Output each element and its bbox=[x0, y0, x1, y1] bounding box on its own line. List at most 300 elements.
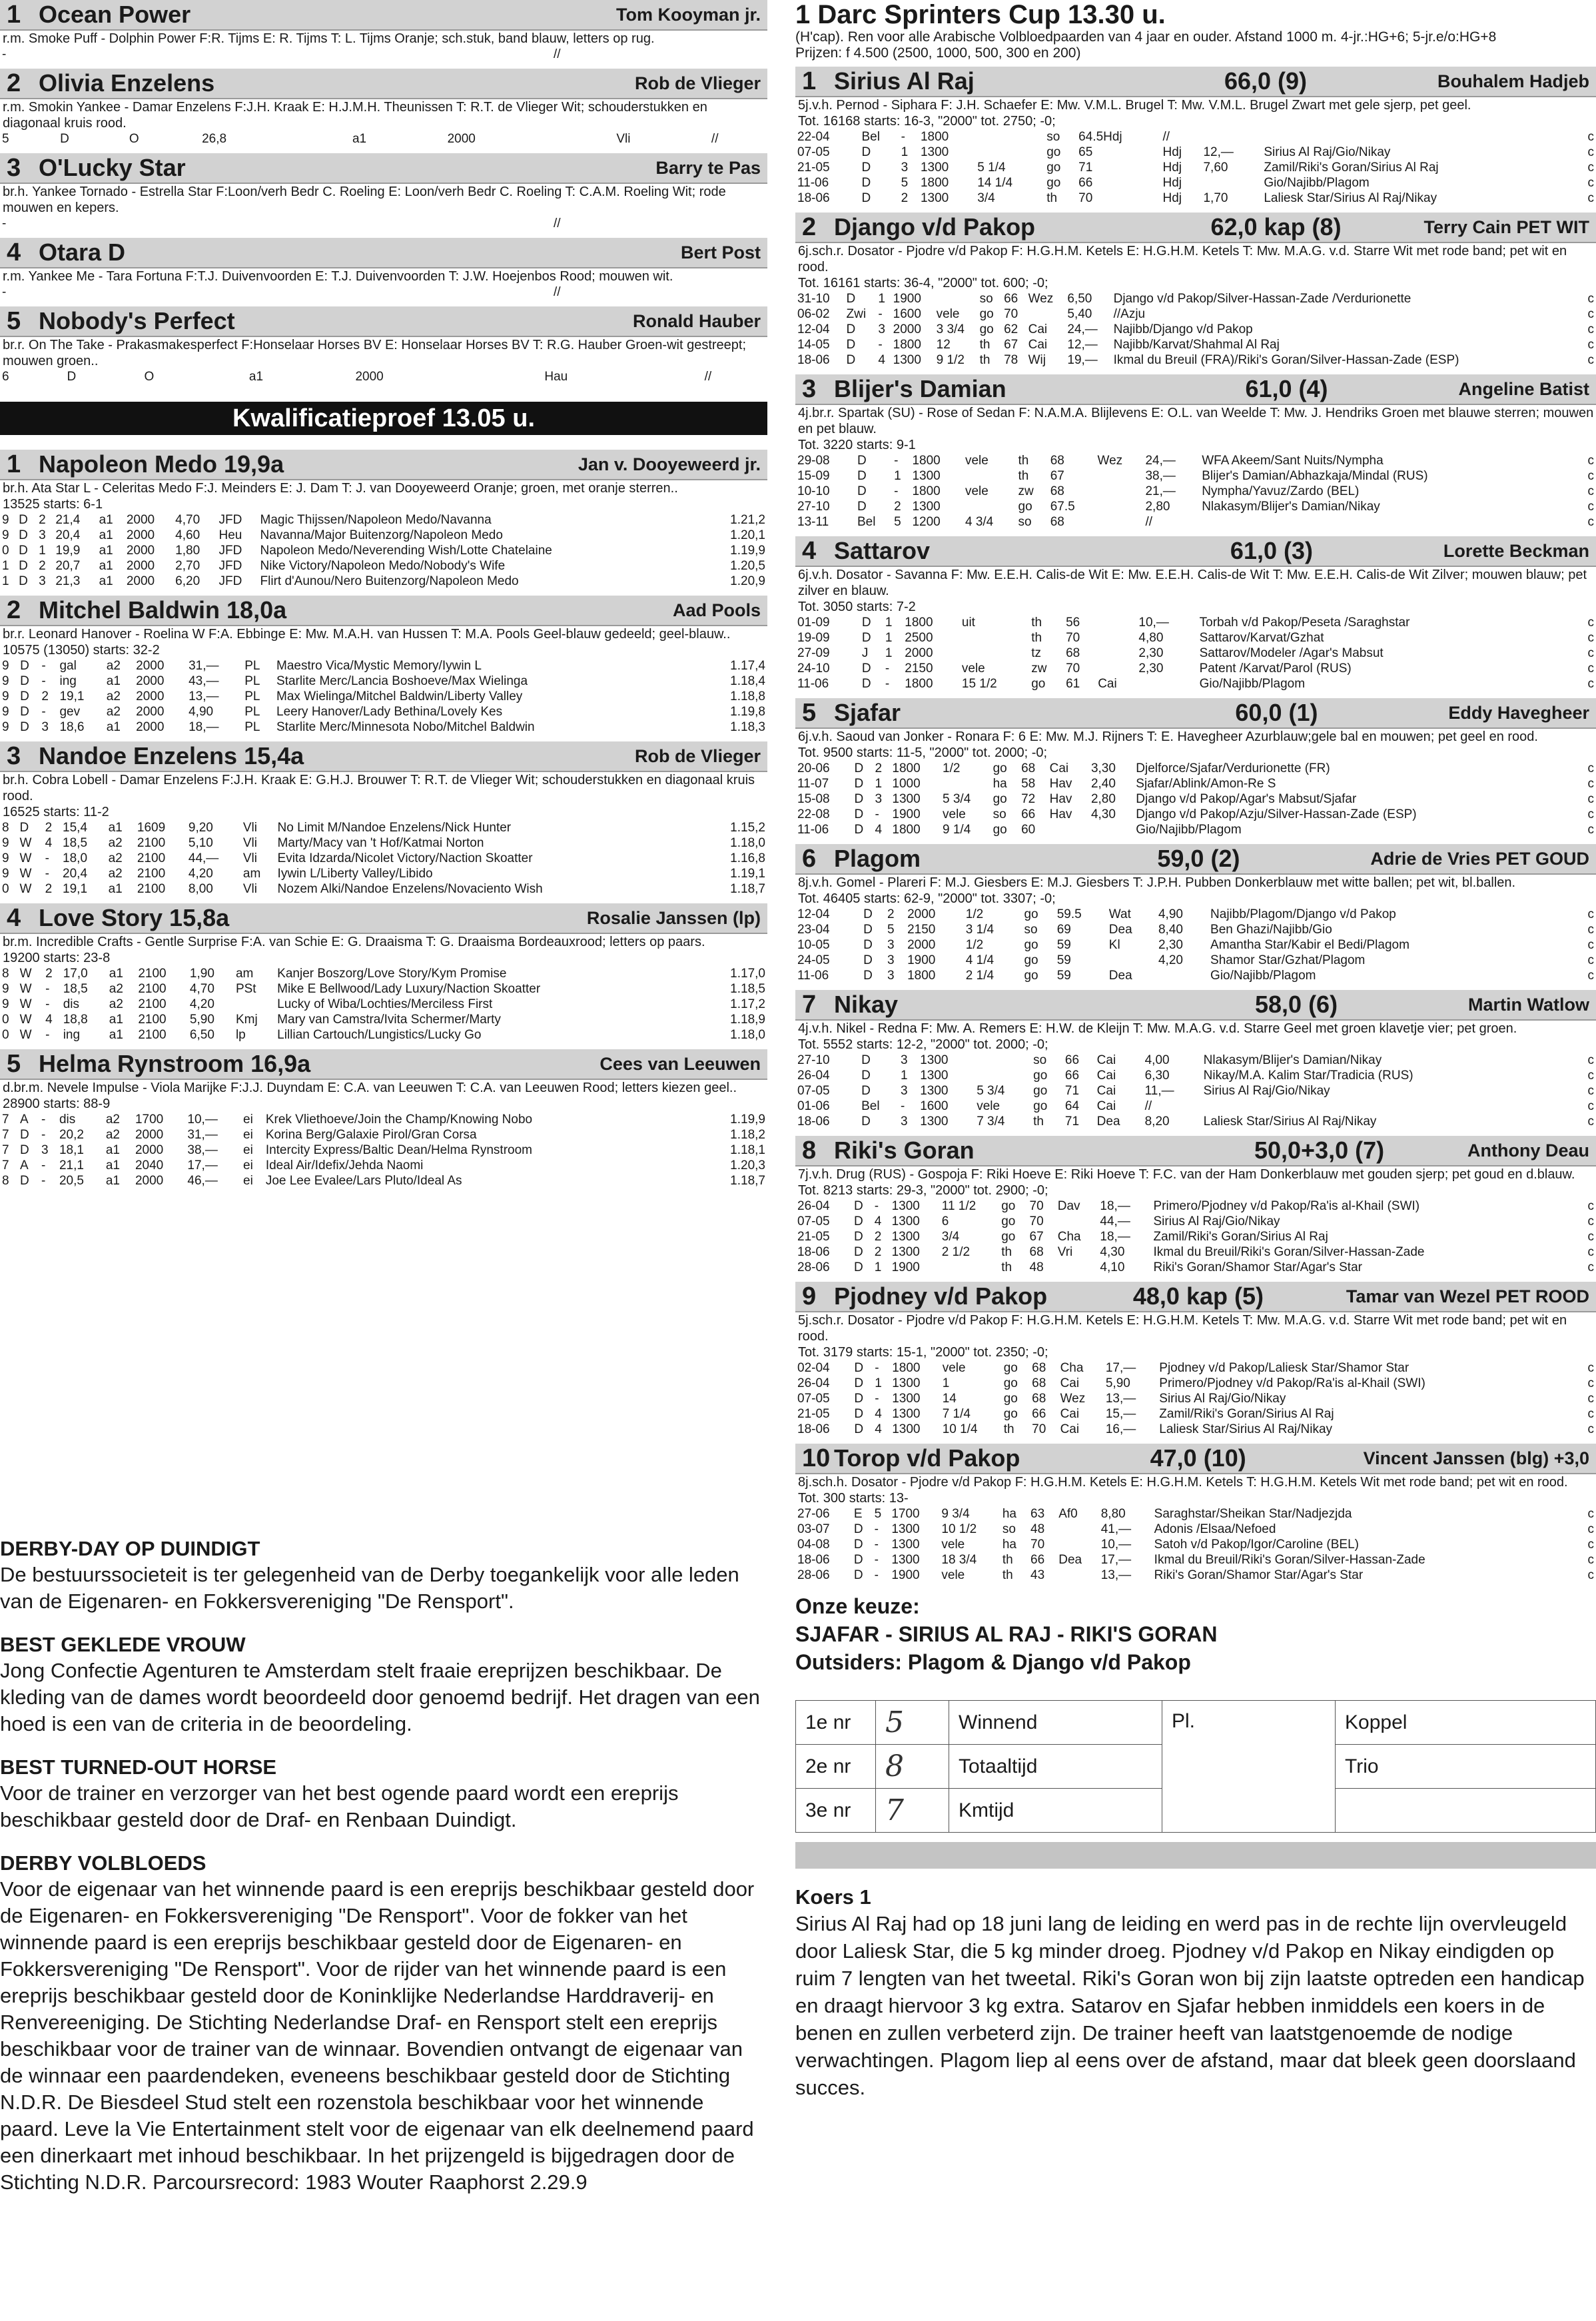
table-cell: 1700 bbox=[891, 1507, 920, 1521]
table-cell: 48 bbox=[1029, 1260, 1044, 1274]
table-cell: - bbox=[894, 484, 899, 498]
table-cell: c bbox=[1587, 1392, 1594, 1406]
jockey-name: Rosalie Janssen (lp) bbox=[586, 907, 761, 928]
table-cell: a1 bbox=[108, 882, 123, 896]
table-row bbox=[795, 514, 1596, 530]
table-cell: 27-09 bbox=[797, 646, 830, 660]
table-cell: - bbox=[878, 338, 883, 352]
table-row bbox=[0, 674, 767, 689]
table-cell: 9 bbox=[2, 690, 9, 703]
table-cell bbox=[1136, 676, 1197, 692]
table-cell: 7,60 bbox=[1203, 161, 1228, 175]
table-cell: 1900 bbox=[892, 807, 921, 821]
table-cell: PL bbox=[244, 690, 260, 703]
table-cell: Ikmal du Breuil/Riki's Goran/Silver-Hassan-Zade bbox=[1154, 1553, 1425, 1567]
horse-name: Sattarov bbox=[834, 537, 931, 564]
table-cell: 18,— bbox=[189, 720, 219, 734]
table-row bbox=[0, 851, 767, 866]
table-cell: // bbox=[1144, 1099, 1152, 1113]
table-cell: 1 bbox=[901, 145, 909, 159]
table-cell: D bbox=[861, 1084, 871, 1098]
table-cell: 43 bbox=[1030, 1568, 1045, 1582]
handwritten-number[interactable]: 5 bbox=[876, 1701, 949, 1745]
table-cell: 2000 bbox=[136, 674, 165, 688]
table-cell: Gio/Najibb/Plagom bbox=[1264, 176, 1370, 190]
table-cell: 9,20 bbox=[188, 821, 213, 835]
horse-entry bbox=[0, 596, 767, 735]
table-cell: 17,— bbox=[187, 1159, 218, 1172]
entry-number: 7 bbox=[802, 990, 817, 1019]
table-cell: Ikmal du Breuil/Riki's Goran/Silver-Hassan-Zade bbox=[1153, 1245, 1425, 1259]
horse-name: Sirius Al Raj bbox=[834, 67, 975, 95]
table-row bbox=[0, 689, 767, 704]
table-cell: 2 bbox=[41, 690, 49, 703]
entry-header bbox=[795, 844, 1596, 875]
table-cell: zw bbox=[1031, 662, 1047, 676]
table-cell: ei bbox=[243, 1113, 253, 1127]
table-cell: 67 bbox=[1004, 338, 1018, 352]
table-cell: Bel bbox=[857, 515, 876, 529]
table-cell: 38,— bbox=[187, 1143, 218, 1157]
table-cell: so bbox=[979, 292, 993, 306]
table-cell: Cai bbox=[1096, 1099, 1116, 1113]
pedigree-info: 6j.sch.r. Dosator - Pjodre v/d Pakop F: H.G.H.M. Ketels E: H.G.H.M. Ketels T: Mw. M.A.G. v.d. Starre Wit met rode band; pet wit en rood. bbox=[798, 244, 1567, 274]
table-cell: 15,— bbox=[1105, 1407, 1136, 1421]
table-cell: 4 bbox=[878, 353, 885, 367]
qualification-entries bbox=[0, 450, 767, 1188]
table-cell: - bbox=[875, 1392, 879, 1406]
table-cell: 1.19,9 bbox=[730, 544, 765, 558]
table-row bbox=[0, 1127, 767, 1143]
horse-name: Napoleon Medo 19,9a bbox=[39, 450, 284, 478]
table-cell: a2 bbox=[106, 690, 121, 703]
table-cell: 2150 bbox=[905, 662, 933, 676]
table-cell: 20,7 bbox=[55, 559, 81, 573]
table-cell: 2,30 bbox=[1138, 646, 1164, 660]
table-cell: Flirt d'Aunou/Nero Buitenzorg/Napoleon Medo bbox=[260, 574, 519, 588]
table-cell: 9 bbox=[2, 851, 9, 865]
table-cell: 1/2 bbox=[943, 761, 961, 775]
table-cell: 65 bbox=[1078, 145, 1093, 159]
table-cell: 07-05 bbox=[797, 145, 830, 159]
table-cell: c bbox=[1587, 1115, 1594, 1129]
table-row bbox=[795, 1568, 1596, 1583]
table-cell: c bbox=[1587, 823, 1594, 837]
race-conditions: (H'cap). Ren voor alle Arabische Volbloedpaarden van 4 jaar en ouder. Afstand 1000 m. 4-jr.:HG+6; 5-jr.e/o:HG+8 bbox=[795, 29, 1497, 45]
table-cell: D bbox=[854, 1214, 863, 1228]
koppel-box[interactable]: Koppel bbox=[1336, 1701, 1596, 1745]
table-cell: W bbox=[19, 882, 32, 896]
table-cell: Gio/Najibb/Plagom bbox=[1199, 677, 1306, 691]
table-cell: gev bbox=[59, 705, 81, 719]
table-cell: Wez bbox=[1060, 1392, 1086, 1406]
table-cell: - bbox=[901, 1099, 905, 1113]
table-cell: 18-06 bbox=[797, 1553, 830, 1567]
table-cell bbox=[474, 216, 552, 231]
table-cell: 78 bbox=[1004, 353, 1018, 367]
table-cell: 18-06 bbox=[797, 1115, 830, 1129]
table-row bbox=[795, 1198, 1596, 1214]
table-cell: 3 bbox=[41, 720, 49, 734]
table-cell: 16,— bbox=[1105, 1422, 1136, 1436]
table-row bbox=[0, 131, 767, 147]
table-cell: a1 bbox=[99, 528, 113, 542]
table-cell: Ben Ghazi/Najibb/Gio bbox=[1210, 923, 1332, 937]
table-cell: 2,80 bbox=[1090, 792, 1116, 806]
table-row bbox=[0, 574, 767, 589]
table-cell: 1 bbox=[885, 616, 893, 630]
jockey-name: Jan v. Dooyeweerd jr. bbox=[578, 454, 761, 474]
table-cell: 18,5 bbox=[63, 982, 88, 996]
entry-header bbox=[0, 1049, 767, 1080]
entry-number: 2 bbox=[802, 213, 817, 241]
table-cell: Shamor Star/Gzhat/Plagom bbox=[1210, 953, 1366, 967]
table-cell: 20,5 bbox=[59, 1174, 84, 1188]
table-cell: Sirius Al Raj/Gio/Nikay bbox=[1203, 1084, 1330, 1098]
table-cell bbox=[224, 369, 247, 384]
table-cell: 7 bbox=[2, 1128, 9, 1142]
earnings-summary: Tot. 3179 starts: 15-1, "2000" tot. 2350; -0; bbox=[798, 1345, 1048, 1360]
form-table bbox=[0, 284, 767, 300]
horse-entry bbox=[0, 238, 767, 300]
table-cell: 24-10 bbox=[797, 662, 830, 676]
table-cell: Zamil/Riki's Goran/Sirius Al Raj bbox=[1159, 1407, 1334, 1421]
table-cell: 19,— bbox=[1067, 353, 1098, 367]
table-cell: Dea bbox=[1096, 1115, 1120, 1129]
table-cell: c bbox=[1587, 1553, 1594, 1567]
pedigree-info: 8j.sch.h. Dosator - Pjodre v/d Pakop F: H.G.H.M. Ketels E: H.G.H.M. Ketels T: H.G.H.M. Ketels Wit met rode band; pet wit en rood. bbox=[798, 1475, 1568, 1490]
table-cell: 1300 bbox=[920, 1115, 949, 1129]
horse-name: Helma Rynstroom 16,9a bbox=[39, 1050, 311, 1077]
table-cell: 12-04 bbox=[797, 907, 830, 921]
table-cell: a1 bbox=[109, 1013, 123, 1027]
place-box[interactable]: Pl. bbox=[1162, 1701, 1336, 1833]
table-cell: D bbox=[857, 454, 867, 468]
table-cell: 9 bbox=[2, 528, 9, 542]
table-cell: 0 bbox=[2, 882, 9, 896]
horse-name: Django v/d Pakop bbox=[834, 213, 1036, 240]
table-row bbox=[795, 807, 1596, 822]
table-cell: Cai bbox=[1028, 322, 1048, 336]
handwritten-number[interactable]: 8 bbox=[876, 1745, 949, 1789]
table-cell: 1609 bbox=[137, 821, 166, 835]
table-cell: Hav bbox=[1049, 792, 1072, 806]
form-table bbox=[795, 291, 1596, 368]
table-cell: - bbox=[41, 659, 46, 673]
table-cell: Django v/d Pakop/Azju/Silver-Hassan-Zade (ESP) bbox=[1136, 807, 1417, 821]
table-cell: Gio/Najibb/Plagom bbox=[1210, 969, 1316, 983]
table-cell: 66 bbox=[1004, 292, 1018, 306]
form-table bbox=[0, 369, 767, 384]
table-row bbox=[795, 484, 1596, 499]
table-cell: D bbox=[857, 484, 867, 498]
table-cell: 1300 bbox=[891, 1214, 920, 1228]
table-cell: Primero/Pjodney v/d Pakop/Ra'is al-Khail (SWI) bbox=[1153, 1199, 1420, 1213]
table-cell: 18 3/4 bbox=[941, 1553, 977, 1567]
jockey-name: Angeline Batist bbox=[1458, 378, 1589, 399]
table-cell: 21-05 bbox=[797, 1230, 830, 1244]
table-cell: 5 3/4 bbox=[977, 1084, 1005, 1098]
table-cell: W bbox=[19, 967, 32, 981]
table-cell: 8,80 bbox=[1100, 1507, 1126, 1521]
table-cell: 59 bbox=[1056, 969, 1071, 983]
table-cell: Evita Idzarda/Nicolet Victory/Naction Skoatter bbox=[277, 851, 533, 865]
entry-header bbox=[0, 903, 767, 934]
table-cell: Bel bbox=[861, 130, 880, 144]
table-cell: Kl bbox=[1108, 938, 1120, 952]
empty-box[interactable] bbox=[1336, 1789, 1596, 1833]
table-cell: 1.18,7 bbox=[730, 1174, 765, 1188]
table-cell: 2 bbox=[894, 500, 901, 514]
table-row bbox=[0, 866, 767, 881]
table-cell: 4 bbox=[45, 1013, 53, 1027]
table-cell: - bbox=[45, 867, 49, 881]
jockey-name: Ronald Hauber bbox=[632, 310, 761, 331]
table-cell bbox=[975, 129, 1044, 145]
table-cell: Cai bbox=[1060, 1422, 1080, 1436]
table-cell: 46,— bbox=[187, 1174, 218, 1188]
form-table bbox=[0, 1112, 767, 1188]
table-cell: c bbox=[1587, 907, 1594, 921]
table-cell: 26-04 bbox=[797, 1376, 830, 1390]
table-cell: 71 bbox=[1078, 161, 1093, 175]
table-cell: 26-04 bbox=[797, 1069, 830, 1083]
table-cell: ei bbox=[243, 1128, 253, 1142]
table-cell: 2000 bbox=[905, 646, 933, 660]
form-table bbox=[0, 131, 767, 147]
horse-name: Nandoe Enzelens 15,4a bbox=[39, 742, 304, 769]
table-cell: c bbox=[1587, 1199, 1594, 1213]
table-cell: 15-09 bbox=[797, 469, 830, 483]
pedigree-info: d.br.m. Nevele Impulse - Viola Marijke F:J.J. Duyndam E: C.A. van Leeuwen T: C.A. van Leeuwen Rood; letters kiezen geel.. bbox=[3, 1081, 737, 1095]
table-cell: 0 bbox=[2, 1028, 9, 1042]
handicap-weight: 48,0 kap (5) bbox=[1132, 1282, 1264, 1310]
pos-label: 3e nr bbox=[796, 1789, 876, 1833]
table-cell: // bbox=[704, 370, 712, 384]
form-table bbox=[0, 216, 767, 231]
jockey-name: Lorette Beckman bbox=[1443, 540, 1589, 561]
table-cell: so bbox=[1046, 130, 1060, 144]
table-cell: ing bbox=[59, 674, 77, 688]
table-cell: Laliesk Star/Sirius Al Raj/Nikay bbox=[1203, 1115, 1377, 1129]
table-cell: 24,— bbox=[1067, 322, 1098, 336]
table-cell: 68 bbox=[1050, 454, 1064, 468]
table-cell: 21,3 bbox=[55, 574, 81, 588]
table-cell: 2100 bbox=[138, 1013, 167, 1027]
table-row bbox=[795, 1053, 1596, 1068]
table-cell: 2000 bbox=[126, 574, 155, 588]
table-cell: D bbox=[861, 145, 871, 159]
table-cell: 66 bbox=[1030, 1553, 1045, 1567]
table-row bbox=[795, 175, 1596, 191]
table-row bbox=[795, 676, 1596, 692]
table-row bbox=[795, 791, 1596, 807]
table-cell: 3 bbox=[875, 792, 883, 806]
table-cell: 1 bbox=[878, 292, 885, 306]
entry-header bbox=[795, 536, 1596, 567]
table-cell: 6,20 bbox=[175, 574, 200, 588]
table-cell: Sirius Al Raj/Gio/Nikay bbox=[1159, 1392, 1286, 1406]
table-cell: W bbox=[19, 851, 32, 865]
table-cell: 1.17,4 bbox=[730, 659, 765, 673]
table-cell bbox=[1089, 822, 1134, 837]
table-cell: 66 bbox=[1064, 1069, 1080, 1083]
form-table bbox=[795, 1360, 1596, 1437]
table-cell: 20,2 bbox=[59, 1128, 84, 1142]
table-cell: 5 bbox=[901, 176, 909, 190]
table-cell: c bbox=[1587, 923, 1594, 937]
table-cell: c bbox=[1587, 1422, 1594, 1436]
table-cell: 9 bbox=[2, 705, 9, 719]
table-cell: so bbox=[1024, 923, 1038, 937]
table-cell: D bbox=[853, 1538, 863, 1552]
table-cell: Hau bbox=[544, 370, 568, 384]
table-cell: vele bbox=[943, 807, 966, 821]
table-cell: Vri bbox=[1057, 1245, 1073, 1259]
table-cell: 70 bbox=[1029, 1214, 1044, 1228]
table-cell: 14 1/4 bbox=[977, 176, 1013, 190]
table-cell: - bbox=[2, 285, 7, 299]
trio-box[interactable]: Trio bbox=[1336, 1745, 1596, 1789]
table-cell: 17,— bbox=[1100, 1553, 1132, 1567]
table-cell: 1800 bbox=[920, 130, 949, 144]
table-cell: 3/4 bbox=[977, 191, 995, 205]
horse-name: Ocean Power bbox=[39, 1, 191, 28]
table-cell: 2,80 bbox=[1145, 500, 1170, 514]
table-cell: 2000 bbox=[907, 938, 936, 952]
horse-entry bbox=[795, 536, 1596, 692]
table-cell: Cai bbox=[1060, 1376, 1080, 1390]
table-cell: 1.18,3 bbox=[730, 720, 765, 734]
horse-name: Nikay bbox=[834, 991, 899, 1018]
table-row bbox=[795, 1391, 1596, 1406]
entry-number: 5 bbox=[7, 306, 21, 335]
table-cell: Joe Lee Evalee/Lars Pluto/Ideal As bbox=[265, 1174, 462, 1188]
table-cell: 66 bbox=[1064, 1053, 1080, 1067]
table-cell: 18,8 bbox=[63, 1013, 88, 1027]
entry-number: 2 bbox=[7, 69, 21, 97]
table-cell: 2000 bbox=[126, 559, 155, 573]
table-cell: 01-09 bbox=[797, 616, 830, 630]
table-cell: JFD bbox=[218, 513, 242, 527]
table-cell: Leery Hanover/Lady Bethina/Lovely Kes bbox=[276, 705, 503, 719]
handwritten-number[interactable]: 7 bbox=[876, 1789, 949, 1833]
entry-header bbox=[0, 0, 767, 31]
table-cell: go bbox=[1031, 677, 1046, 691]
entry-header bbox=[0, 741, 767, 772]
horse-name: Mitchel Baldwin 18,0a bbox=[39, 596, 287, 624]
table-cell: 1300 bbox=[892, 792, 921, 806]
horse-name: Torop v/d Pakop bbox=[834, 1444, 1020, 1472]
horse-entry bbox=[795, 1136, 1596, 1275]
table-row bbox=[0, 1173, 767, 1188]
table-cell: dis bbox=[59, 1113, 76, 1127]
article-heading: BEST GEKLEDE VROUW bbox=[0, 1633, 246, 1656]
left-column bbox=[0, 0, 767, 2194]
table-cell: 14-05 bbox=[797, 338, 830, 352]
table-cell: 38,— bbox=[1145, 469, 1176, 483]
race-commentary bbox=[795, 1885, 1596, 2101]
table-cell: D bbox=[854, 1407, 864, 1421]
table-row bbox=[0, 820, 767, 835]
table-row bbox=[795, 1114, 1596, 1129]
jockey-name: Barry te Pas bbox=[655, 157, 761, 178]
table-cell: 9 bbox=[2, 659, 9, 673]
entry-header bbox=[795, 990, 1596, 1021]
table-cell bbox=[317, 47, 395, 62]
table-cell: D bbox=[857, 500, 867, 514]
table-cell: Cai bbox=[1096, 1053, 1116, 1067]
table-cell: 5 3/4 bbox=[943, 792, 971, 806]
table-cell: th bbox=[979, 353, 991, 367]
table-cell: th bbox=[1033, 1115, 1044, 1129]
table-row bbox=[0, 881, 767, 897]
table-cell: Sirius Al Raj/Gio/Nikay bbox=[1153, 1214, 1280, 1228]
table-cell bbox=[474, 47, 552, 62]
table-cell: 9 1/4 bbox=[943, 823, 971, 837]
table-cell: Satoh v/d Pakop/Igor/Caroline (BEL) bbox=[1154, 1538, 1360, 1552]
table-cell: a2 bbox=[108, 836, 123, 850]
horse-entry bbox=[795, 844, 1596, 983]
table-cell: go bbox=[1033, 1084, 1048, 1098]
table-cell: 2,30 bbox=[1138, 662, 1164, 676]
table-cell: 2040 bbox=[135, 1159, 164, 1172]
table-cell: A bbox=[19, 1159, 29, 1172]
table-cell: 5,90 bbox=[1105, 1376, 1130, 1390]
table-cell: E bbox=[853, 1507, 863, 1521]
table-cell bbox=[161, 47, 238, 62]
table-cell: c bbox=[1587, 1407, 1594, 1421]
table-cell: 3 bbox=[887, 969, 895, 983]
table-cell bbox=[1056, 1568, 1099, 1583]
table-cell: D bbox=[19, 1143, 29, 1157]
table-cell: a2 bbox=[109, 982, 123, 996]
table-cell: 10 1/2 bbox=[941, 1522, 977, 1536]
table-cell bbox=[1262, 129, 1577, 145]
table-cell bbox=[1096, 484, 1144, 499]
horse-entry bbox=[0, 903, 767, 1043]
table-cell: 2,70 bbox=[175, 559, 200, 573]
entry-header bbox=[0, 450, 767, 480]
jockey-name: Tamar van Wezel PET ROOD bbox=[1346, 1286, 1589, 1306]
horse-name: Sjafar bbox=[834, 699, 901, 726]
table-cell: c bbox=[1587, 322, 1594, 336]
table-cell: Vli bbox=[242, 882, 257, 896]
table-cell: Cai bbox=[1060, 1407, 1080, 1421]
article-paragraph: De bestuurssocieteit is ter gelegenheid van de Derby toegankelijk voor alle leden van de Eigenaren- en Fokkersvereniging "De Rensport". bbox=[0, 1563, 739, 1613]
table-row bbox=[0, 997, 767, 1012]
table-cell: D bbox=[19, 1174, 29, 1188]
horse-name: Riki's Goran bbox=[834, 1137, 975, 1164]
form-table bbox=[795, 1506, 1596, 1583]
table-cell: No Limit M/Nandoe Enzelens/Nick Hunter bbox=[277, 821, 512, 835]
table-cell: 2000 bbox=[126, 513, 155, 527]
table-cell: th bbox=[1002, 1568, 1013, 1582]
table-cell: th bbox=[1018, 454, 1029, 468]
table-cell bbox=[941, 776, 991, 791]
table-cell: 9 bbox=[2, 720, 9, 734]
table-row bbox=[0, 284, 767, 300]
table-cell: 1,70 bbox=[1203, 191, 1228, 205]
table-cell: Django v/d Pakop/Agar's Mabsut/Sjafar bbox=[1136, 792, 1357, 806]
table-cell: 13,— bbox=[189, 690, 219, 703]
table-row bbox=[0, 1158, 767, 1173]
table-row bbox=[0, 512, 767, 528]
table-cell: 5,40 bbox=[1067, 307, 1092, 321]
table-cell: a1 bbox=[352, 132, 367, 146]
table-cell: vele bbox=[941, 1538, 965, 1552]
table-cell: 71 bbox=[1064, 1084, 1080, 1098]
